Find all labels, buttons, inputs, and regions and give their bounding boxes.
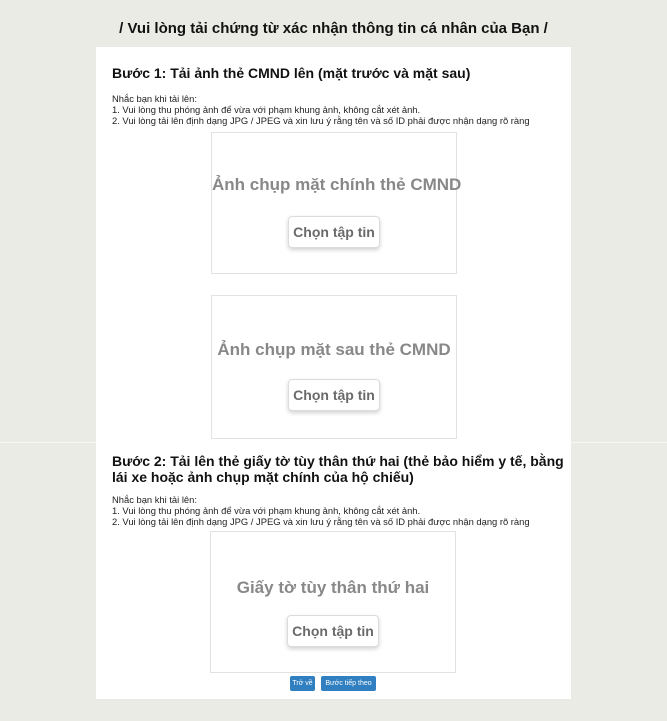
step2-note-1: 1. Vui lòng thu phóng ảnh để vừa với phạm khung ảnh, không cắt xét ảnh. (112, 505, 421, 516)
step1-note-2: 2. Vui lòng tải lên định dạng JPG / JPEG và xin lưu ý rằng tên và số ID phải được nhận dạng rõ ràng (112, 115, 530, 126)
id-front-label: Ảnh chụp mặt chính thẻ CMND (212, 175, 462, 194)
step1-notes-heading: Nhắc bạn khi tải lên: (112, 93, 197, 104)
step2-notes (112, 494, 567, 527)
step2-note-2: 2. Vui lòng tải lên định dạng JPG / JPEG và xin lưu ý rằng tên và số ID phải được nhận dạng rõ ràng (112, 516, 530, 527)
step1-notes (112, 93, 567, 126)
back-button[interactable]: Trở về (290, 676, 315, 691)
id-back-upload-box[interactable] (211, 295, 457, 439)
second-id-choose-file-button[interactable]: Chọn tập tin (287, 615, 379, 647)
step1-title: Bước 1: Tải ảnh thẻ CMND lên (mặt trước và mặt sau) (112, 65, 471, 81)
id-front-choose-file-button[interactable]: Chọn tập tin (288, 216, 380, 248)
page-title: / Vui lòng tải chứng từ xác nhận thông tin cá nhân của Bạn / (119, 20, 548, 37)
next-step-button[interactable]: Bước tiếp theo (321, 676, 376, 691)
step2-title: Bước 2: Tải lên thẻ giấy tờ tùy thân thứ hai (thẻ bảo hiểm y tế, bằng lái xe hoặc ảnh chụp mặt chính của hộ chiếu) (112, 453, 564, 485)
upload-card (96, 47, 571, 699)
step1-note-1: 1. Vui lòng thu phóng ảnh để vừa với phạm khung ảnh, không cắt xét ảnh. (112, 104, 421, 115)
id-front-upload-box[interactable] (211, 132, 462, 274)
second-id-label: Giấy tờ tùy thân thứ hai (236, 578, 430, 597)
step2-notes-heading: Nhắc bạn khi tải lên: (112, 494, 197, 505)
id-back-label: Ảnh chụp mặt sau thẻ CMND (217, 340, 451, 359)
second-id-upload-box[interactable] (210, 531, 456, 673)
id-back-choose-file-button[interactable]: Chọn tập tin (288, 379, 380, 411)
